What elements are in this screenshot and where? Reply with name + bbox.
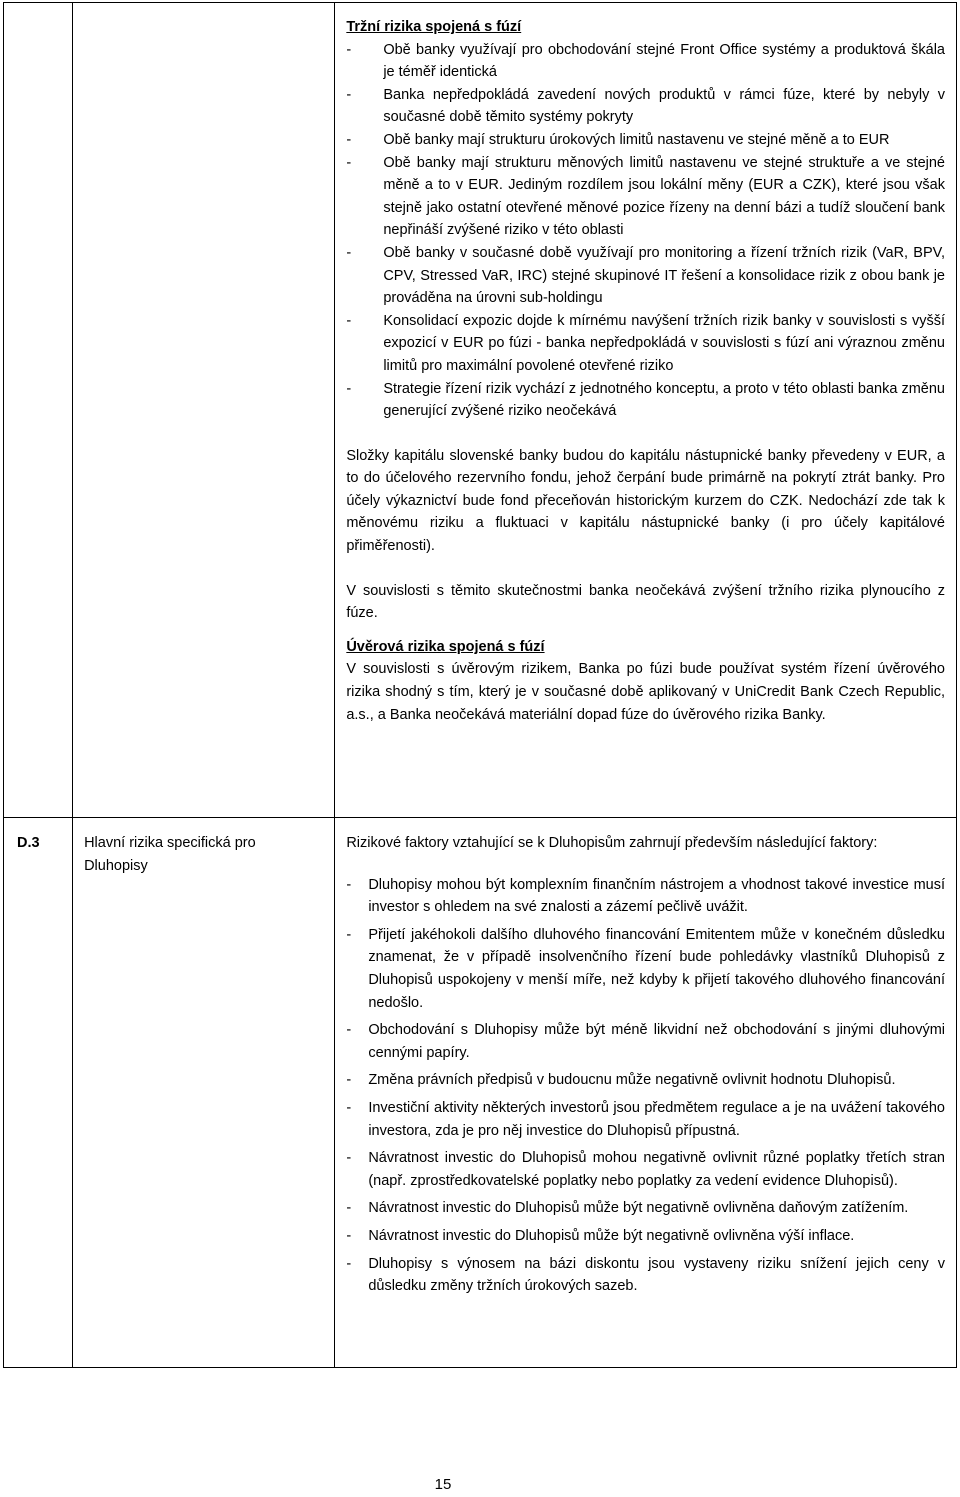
list-item-text: Obě banky v současné době využívají pro monitoring a řízení tržních rizik (VaR, BPV, CPV, Stressed VaR, IRC) stejné skupinové IT řešení a konsolidace rizik z obou bank je prováděna na úrovni sub-holdingu [383,244,945,307]
market-risk-heading: Tržní rizika spojená s fúzí [346,19,522,35]
list-item [346,1019,945,1064]
list-item-text: Dluhopisy mohou být komplexním finančním nástrojem a vhodnost takové investice musí investor s ohledem na své znalosti a zázemí pečlivě uvážit. [368,876,945,916]
list-item [346,1253,945,1298]
section-id: D.3 [4,818,73,1368]
list-item-text: Dluhopisy s výnosem na bázi diskontu jsou vystaveny riziku snížení jejich ceny v důsledku změny tržních úrokových sazeb. [368,1255,945,1295]
list-item [346,874,945,919]
list-item-text: Konsolidací expozic dojde k mírnému navýšení tržních rizik banky v souvislosti s vyšší expozicí v EUR po fúzi - banka nepředpokládá v souvislosti s fúzí ani výraznou změnu limitů pro maximální povolené otevřené riziko [383,312,945,374]
list-item-text: Návratnost investic do Dluhopisů může být negativně ovlivněna daňovým zatížením. [368,1200,909,1217]
list-item [346,1225,945,1248]
table-row [4,818,957,1368]
list-item [346,310,945,378]
credit-risk-heading: Úvěrová rizika spojená s fúzí [346,638,545,655]
capital-paragraph: Složky kapitálu slovenské banky budou do kapitálu nástupnické banky převedeny v EUR, a to do účelového rezervního fondu, jehož čerpání bude primárně na pokrytí ztrát banky. Pro účely výkaznictví bude fond přeceňován historickým kurzem do CZK. Nedochází zde tak k měnovému riziku a fluktuaci v kapitálu nástupnické banky (i pro účely kapitálové přiměřenosti). [346,447,945,555]
list-item [346,1147,945,1192]
bullet-dash: - [346,1072,352,1089]
bullet-dash: - [346,86,352,103]
list-item-text: Obě banky využívají pro obchodování stejné Front Office systémy a produktová škála je téměř identická [383,41,945,81]
list-item [346,1097,945,1142]
table-row [4,3,957,818]
list-item-text: Návratnost investic do Dluhopisů může být negativně ovlivněna výší inflace. [368,1227,855,1244]
market-risk-list [346,39,945,423]
list-item-text: Investiční aktivity některých investorů jsou předmětem regulace a je na uvážení takového investora, zda je pro něj investice do Dluhopisů přípustná. [368,1099,945,1139]
bullet-dash: - [346,154,352,171]
list-item-text: Přijetí jakéhokoli dalšího dluhového financování Emitentem může v konečném důsledku znamenat, že v případě insolvenčního řízení bude pohledávky vlastníků Dluhopisů z Dluhopisů uspokojeny v menší míře, než kdyby k přijetí takového dluhového financování nedošlo. [368,926,945,1011]
bullet-dash: - [346,131,352,148]
list-item [346,1197,945,1220]
list-item [346,242,945,310]
bond-risk-cell [335,818,957,1368]
credit-risk-paragraph: V souvislosti s úvěrovým rizikem, Banka po fúzi bude používat systém řízení úvěrového rizika shodný s tím, který je v současné době aplikovaný v UniCredit Bank Czech Republic, a.s., a Banka neočekává materiální dopad fúze do úvěrového rizika Banky. [346,661,945,723]
bullet-dash: - [346,1255,352,1272]
bullet-dash: - [346,1200,352,1217]
bullet-dash: - [346,244,352,261]
list-item [346,924,945,1014]
list-item [346,129,945,152]
list-item [346,84,945,129]
list-item [346,152,945,242]
bullet-dash: - [346,876,352,893]
list-item-text: Obě banky mají strukturu měnových limitů nastavenu ve stejné struktuře a ve stejné měně a to v EUR. Jediným rozdílem jsou lokální měny (EUR a CZK), které jsou však stejně jako ostatní otevřené měnové pozice řízeny na denní bázi a tudíž sloučení bank nepřináší zvýšené riziko v této oblasti [383,154,945,239]
list-item-text: Obě banky mají strukturu úrokových limitů nastavenu ve stejné měně a to EUR [383,131,890,148]
page-number: 15 [434,1476,452,1493]
bullet-dash: - [346,1227,352,1244]
list-item-text: Změna právních předpisů v budoucnu může negativně ovlivnit hodnotu Dluhopisů. [368,1072,896,1089]
bullet-dash: - [346,41,352,58]
list-item [346,39,945,84]
market-risk-cell [335,3,957,818]
section-title: Hlavní rizika specifická pro Dluhopisy [73,818,335,1368]
empty-id-cell [4,3,73,818]
bullet-dash: - [346,1099,352,1116]
bullet-dash: - [346,1022,352,1039]
list-item-text: Obchodování s Dluhopisy může být méně likvidní než obchodování s jinými dluhovými cennými papíry. [368,1022,945,1061]
bullet-dash: - [346,312,352,329]
market-conclusion-paragraph: V souvislosti s těmito skutečnostmi banka neočekává zvýšení tržního rizika plynoucího z fúze. [346,582,945,622]
bond-risk-intro: Rizikové faktory vztahující se k Dluhopisům zahrnují především následující faktory: [346,835,878,851]
bullet-dash: - [346,926,352,943]
list-item [346,1069,945,1092]
list-item-text: Strategie řízení rizik vychází z jednotného konceptu, a proto v této oblasti banka změnu generující zvýšené riziko neočekává [383,380,945,420]
list-item [346,378,945,423]
bullet-dash: - [346,380,352,397]
empty-title-cell [73,3,335,818]
bullet-dash: - [346,1150,352,1167]
bond-risk-list [346,874,945,1298]
list-item-text: Návratnost investic do Dluhopisů mohou negativně ovlivnit různé poplatky třetích stran (např. zprostředkovatelské poplatky nebo poplatky za vedení evidence Dluhopisů). [368,1150,945,1189]
list-item-text: Banka nepředpokládá zavedení nových produktů v rámci fúze, které by nebyly v současné době těmito systémy pokryty [383,86,945,126]
document-table [3,2,957,1368]
